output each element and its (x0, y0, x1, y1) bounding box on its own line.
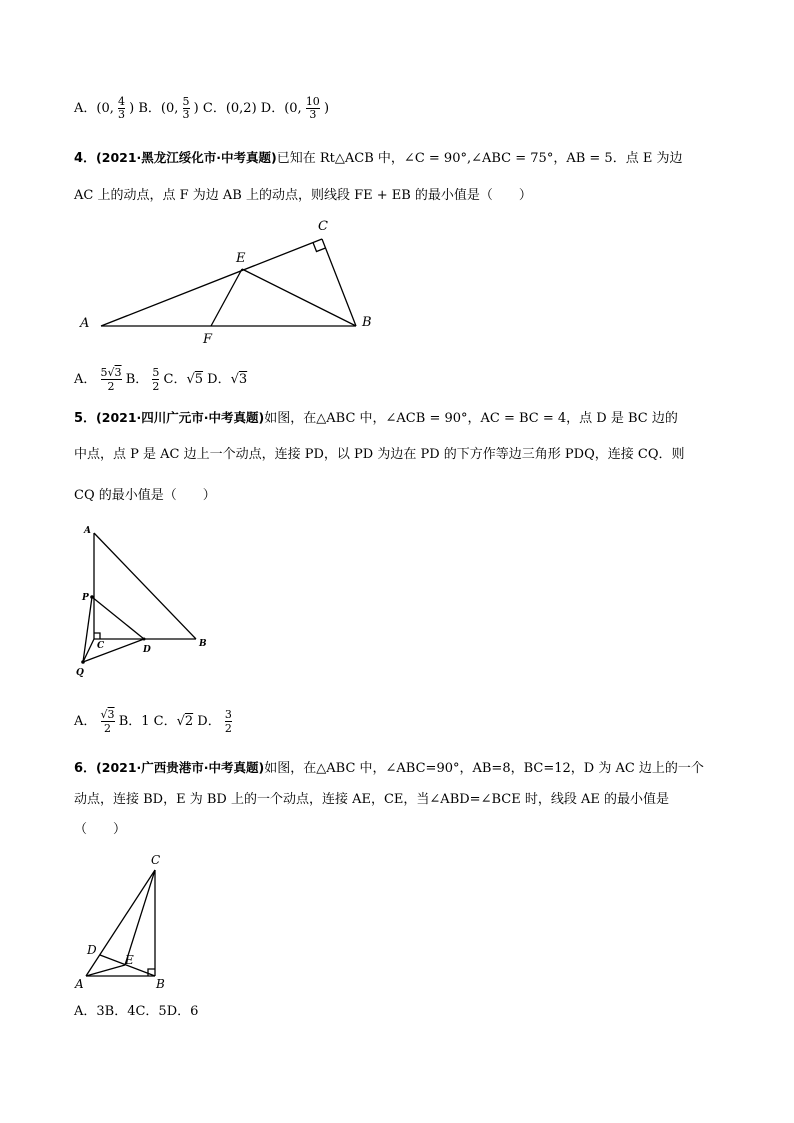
q6-line3 (74, 820, 126, 840)
q5-label-c: C (97, 641, 105, 651)
q4-text-line2: AC 上的动点，点 F 为边 AB 上的动点，则线段 FE + EB 的最小值是（ ） (74, 188, 532, 203)
q4-source: (2021·黑龙江绥化市·中考真题) (96, 150, 277, 165)
q4-line-eb (242, 269, 356, 326)
q4-options: A． $\frac{5√3}{2}$ B． $\frac{5}{2}$ C．√5 D．√3 (74, 366, 248, 393)
q4-line1 (74, 148, 682, 169)
q4-label-b: B (362, 315, 372, 330)
q5-text-line3: CQ 的最小值是（ ） (74, 488, 216, 503)
q5-right-angle-mark (94, 633, 100, 639)
q5-number: 5． (74, 411, 97, 426)
q6-options-text: A．3B．4C．5D．6 (74, 1004, 199, 1019)
q6-label-b: B (156, 977, 165, 991)
q6-line-ac (86, 870, 155, 976)
q6-line1 (74, 758, 704, 779)
q6-source: (2021·广西贵港市·中考真题) (96, 760, 265, 775)
q5-source: (2021·四川广元市·中考真题) (96, 410, 265, 425)
q5-line-ab (94, 533, 196, 639)
q4-label-a: A (80, 316, 90, 331)
q4-line2 (74, 186, 532, 206)
q4-figure (70, 215, 390, 350)
q5-label-p: P (82, 593, 89, 603)
q6-text-line2: 动点，连接 BD，E 为 BD 上的一个动点，连接 AE，CE，当∠ABD=∠BCE 时，线段 AE 的最小值是 (74, 792, 669, 807)
q5-label-a: A (84, 526, 91, 536)
q5-line3 (74, 486, 216, 506)
q4-label-f: F (203, 332, 213, 347)
q6-number: 6． (74, 761, 97, 776)
q6-label-e: E (125, 953, 134, 967)
q5-label-b: B (199, 639, 207, 649)
q6-options (74, 1002, 198, 1022)
q4-line-ac (101, 239, 322, 326)
q4-text-line1: 已知在 Rt△ACB 中，∠C = 90°,∠ABC = 75°，AB = 5．点 E 为边 (276, 151, 683, 166)
q4-line-cb (322, 239, 356, 326)
q6-line-ce (125, 870, 155, 965)
q4-label-c: C (318, 219, 328, 234)
q3-options: A．(0, $\frac{4}{3}$ ) B．(0, $\frac{5}{3}$ ) C．(0,2) D．(0, $\frac{10}{3}$ ) (74, 95, 330, 121)
q5-figure (70, 520, 220, 685)
q4-line-ef (211, 269, 242, 326)
q5-line1 (74, 408, 678, 429)
q5-options: A． $\frac{√3}{2}$ B．1 C．√2 D． $\frac{3}{2}$ (74, 708, 232, 735)
q5-label-d: D (143, 645, 151, 655)
q6-label-d: D (87, 943, 97, 957)
q5-text-line2: 中点，点 P 是 AC 边上一个动点，连接 PD，以 PD 为边在 PD 的下方作等边三角形 PDQ，连接 CQ．则 (74, 447, 685, 462)
q6-text-line1: 如图，在△ABC 中，∠ABC=90°，AB=8，BC=12，D 为 AC 边上的一个 (264, 761, 704, 776)
q4-number: 4． (74, 151, 97, 166)
q4-label-e: E (236, 251, 246, 266)
q6-label-a: A (75, 977, 84, 991)
q5-text-line1: 如图，在△ABC 中，∠ACB = 90°，AC = BC = 4，点 D 是 BC 边的 (264, 411, 678, 426)
q6-figure (70, 848, 180, 993)
q5-line2 (74, 445, 684, 465)
q6-label-c: C (151, 853, 161, 867)
q6-text-line3: （ ） (74, 822, 127, 837)
q6-line2 (74, 790, 669, 810)
q5-label-q: Q (76, 668, 84, 678)
